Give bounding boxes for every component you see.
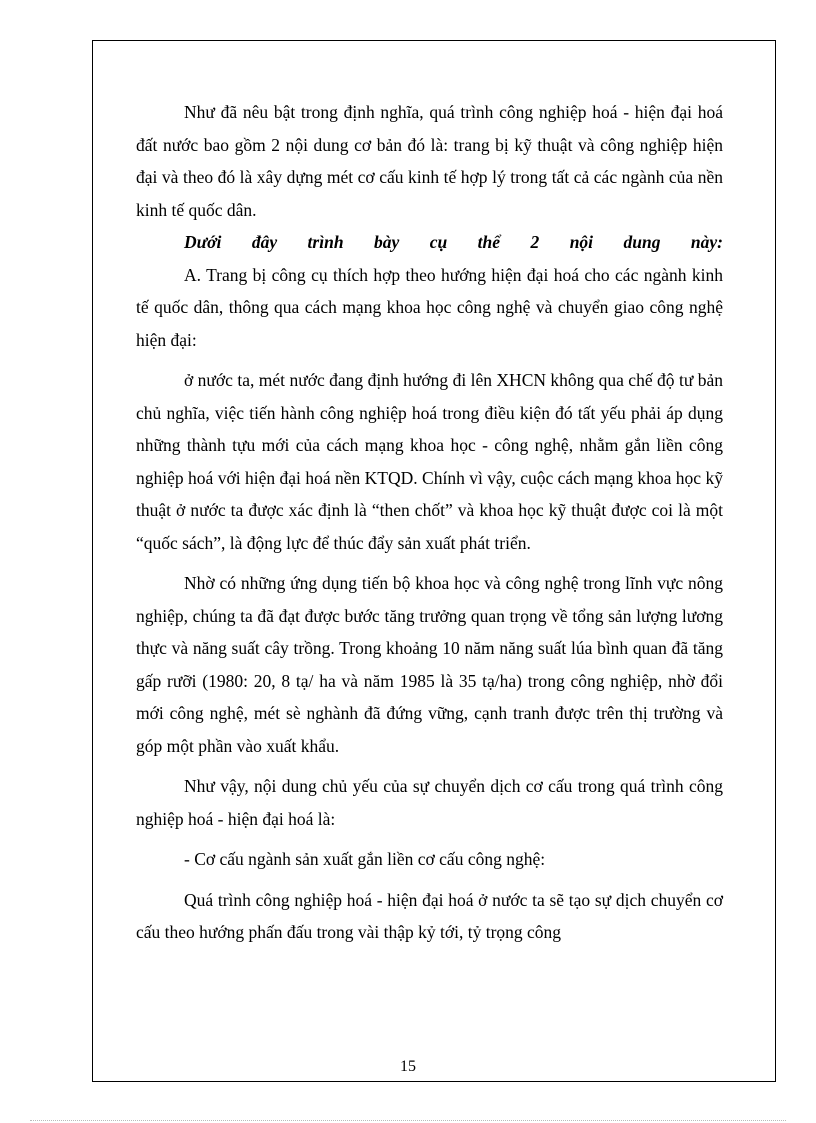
section-a-text: Trang bị công cụ thích hợp theo hướng hiện đại hoá cho các ngành kinh tế quốc dân, thông qua cách mạng khoa học công nghệ và chuyển giao công nghệ hiện đại: xyxy=(136,264,723,350)
paragraph-a xyxy=(136,259,723,357)
paragraph-technology: ở nước ta, mét nước đang định hướng đi lên XHCN không qua chế độ tư bản chủ nghĩa, việc tiến hành công nghiệp hoá trong điều kiện đó tất yếu phải áp dụng những thành tựu mới của cách mạng khoa học - công nghệ, nhằm gắn liền công nghiệp hoá với hiện đại hoá nền KTQD. Chính vì vậy, cuộc cách mạng khoa học kỹ thuật ở nước ta được xác định là “then chốt” và khoa học kỹ thuật được coi là một “quốc sách”, là động lực để thúc đẩy sản xuất phát triển. xyxy=(136,370,723,553)
bottom-divider xyxy=(30,1120,786,1121)
paragraph-intro: Như đã nêu bật trong định nghĩa, quá trình công nghiệp hoá - hiện đại hoá đất nước bao gồm 2 nội dung cơ bản đó là: trang bị kỹ thuật và công nghiệp hiện đại và theo đó là xây dựng mét cơ cấu kinh tế hợp lý trong tất cả các ngành của nền kinh tế quốc dân. xyxy=(136,102,723,220)
section-heading: Dưới đây trình bày cụ thể 2 nội dung này: xyxy=(184,232,723,252)
paragraph-transition: Quá trình công nghiệp hoá - hiện đại hoá ở nước ta sẽ tạo sự dịch chuyển cơ cấu theo hướng phấn đấu trong vài thập kỷ tới, tỷ trọng công xyxy=(136,889,723,942)
paragraph-agriculture: Nhờ có những ứng dụng tiến bộ khoa học và công nghệ trong lĩnh vực nông nghiệp, chúng ta đã đạt được bước tăng trưởng quan trọng về tổng sản lượng lương thực và năng suất cây trồng. Trong khoảng 10 năm năng suất lúa bình quan đã tăng gấp rưỡi (1980: 20, 8 tạ/ ha và năm 1985 là 35 tạ/ha) trong công nghiệp, nhờ đổi mới công nghệ, mét sè nghành đã đứng vững, cạnh tranh được trên thị trường và góp một phần vào xuất khẩu. xyxy=(136,573,723,756)
paragraph-summary: Như vậy, nội dung chủ yếu của sự chuyển dịch cơ cấu trong quá trình công nghiệp hoá - hiện đại hoá là: xyxy=(136,776,723,829)
bullet-industry-structure: - Cơ cấu ngành sản xuất gắn liền cơ cấu công nghệ: xyxy=(184,849,546,869)
section-a-label: A. xyxy=(184,264,202,285)
page-number: 15 xyxy=(400,1058,416,1075)
document-body xyxy=(136,96,723,949)
